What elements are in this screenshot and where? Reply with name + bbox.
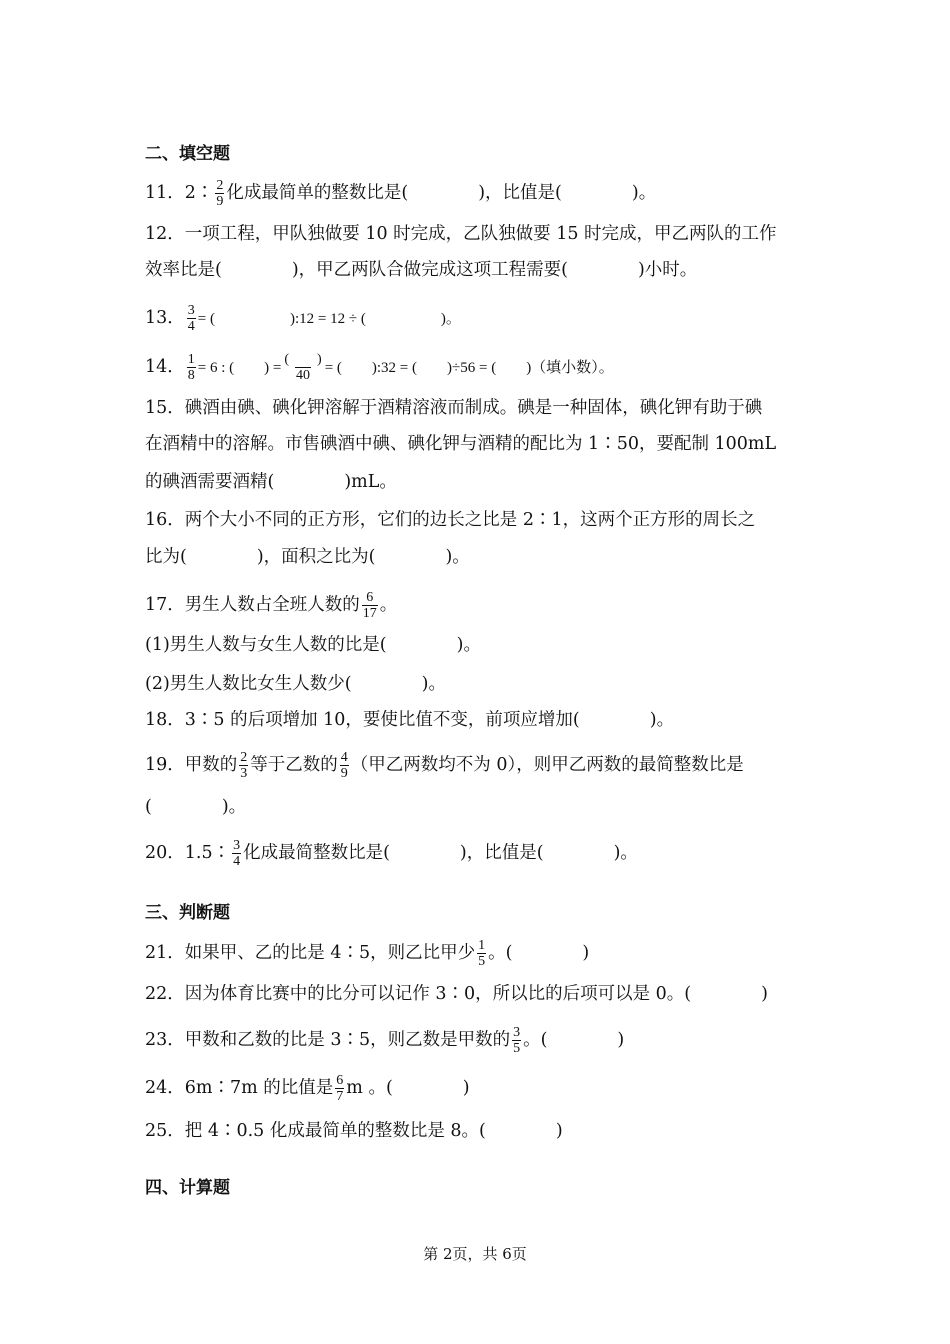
section-fill-in-title: 二、填空题 [145, 144, 230, 164]
question-22: 22．因为体育比赛中的比分可以记作 3∶0，所以比的后项可以是 0。( ) [145, 984, 768, 1004]
question-17-sub1: (1)男生人数与女生人数的比是( )。 [145, 635, 481, 655]
question-11 [145, 178, 656, 209]
question-14: 14． $\frac{1}{8}$ = 6 : ( ) = $\frac{( )}{40}$ = ( ):32 = ( )÷56 = ( )（填小数）。 [145, 352, 614, 383]
q14-fraction: $\frac{1}{8}$ [187, 352, 195, 383]
section-judgment-title: 三、判断题 [145, 903, 230, 923]
question-17: 17．男生人数占全班人数的 $\frac{6}{17}$ 。 [145, 590, 398, 621]
page-footer: 第 2页，共 6页 [423, 1245, 527, 1263]
q11-text-b: 化成最简单的整数比是( )，比值是( )。 [226, 183, 657, 203]
q24-fraction: $\frac{6}{7}$ [336, 1073, 344, 1104]
question-17-sub2: (2)男生人数比女生人数少( )。 [145, 674, 446, 694]
q21-fraction: $\frac{1}{5}$ [478, 938, 486, 969]
q20-fraction: $\frac{3}{4}$ [233, 838, 241, 869]
q19-fraction-1: $\frac{2}{3}$ [240, 750, 248, 781]
question-24: 24．6m∶7m 的比值是 $\frac{6}{7}$ m 。( ) [145, 1073, 470, 1104]
section-calculation-title: 四、计算题 [145, 1178, 230, 1198]
question-15-line2: 在酒精中的溶解。市售碘酒中碘、碘化钾与酒精的配比为 1∶50，要配制 100mL [145, 434, 777, 454]
q11-fraction: $\frac{2}{9}$ [216, 178, 224, 209]
question-13: 13． $\frac{3}{4}$ = ( ):12 = 12 ÷ ( )。 [145, 303, 461, 334]
question-16-line1: 16．两个大小不同的正方形，它们的边长之比是 2∶1，这两个正方形的周长之 [145, 510, 756, 530]
question-20: 20．1.5∶ $\frac{3}{4}$ 化成最简整数比是( )，比值是( )。 [145, 838, 638, 869]
question-18: 18．3∶5 的后项增加 10，要使比值不变，前项应增加( )。 [145, 710, 675, 730]
q11-text-a: 11．2∶ [145, 183, 214, 203]
question-19: 19．甲数的 $\frac{2}{3}$ 等于乙数的 $\frac{4}{9}$ （甲乙两数均不为 0），则甲乙两数的最简整数比是 [145, 750, 744, 781]
question-12-line1: 12．一项工程，甲队独做要 10 时完成，乙队独做要 15 时完成，甲乙两队的工作 [145, 224, 777, 244]
question-15-line1: 15．碘酒由碘、碘化钾溶解于酒精溶液而制成。碘是一种固体，碘化钾有助于碘 [145, 398, 763, 418]
question-15-line3: 的碘酒需要酒精( )mL。 [145, 472, 397, 492]
q14-fraction-2: $\frac{( )}{40}$ [284, 352, 322, 383]
q17-fraction: $\frac{6}{17}$ [362, 590, 377, 621]
question-25: 25．把 4∶0.5 化成最简单的整数比是 8。( ) [145, 1121, 563, 1141]
question-12-line2: 效率比是( )，甲乙两队合做完成这项工程需要( )小时。 [145, 260, 698, 280]
q13-fraction: $\frac{3}{4}$ [187, 303, 195, 334]
question-16-line2: 比为( )，面积之比为( )。 [145, 547, 470, 567]
q19-fraction-2: $\frac{4}{9}$ [340, 750, 348, 781]
question-21: 21．如果甲、乙的比是 4∶5，则乙比甲少 $\frac{1}{5}$ 。( ) [145, 938, 590, 969]
q23-fraction: $\frac{3}{5}$ [513, 1025, 521, 1056]
question-19-line2: ( )。 [145, 797, 247, 817]
question-23: 23．甲数和乙数的比是 3∶5，则乙数是甲数的 $\frac{3}{5}$ 。( ) [145, 1025, 625, 1056]
